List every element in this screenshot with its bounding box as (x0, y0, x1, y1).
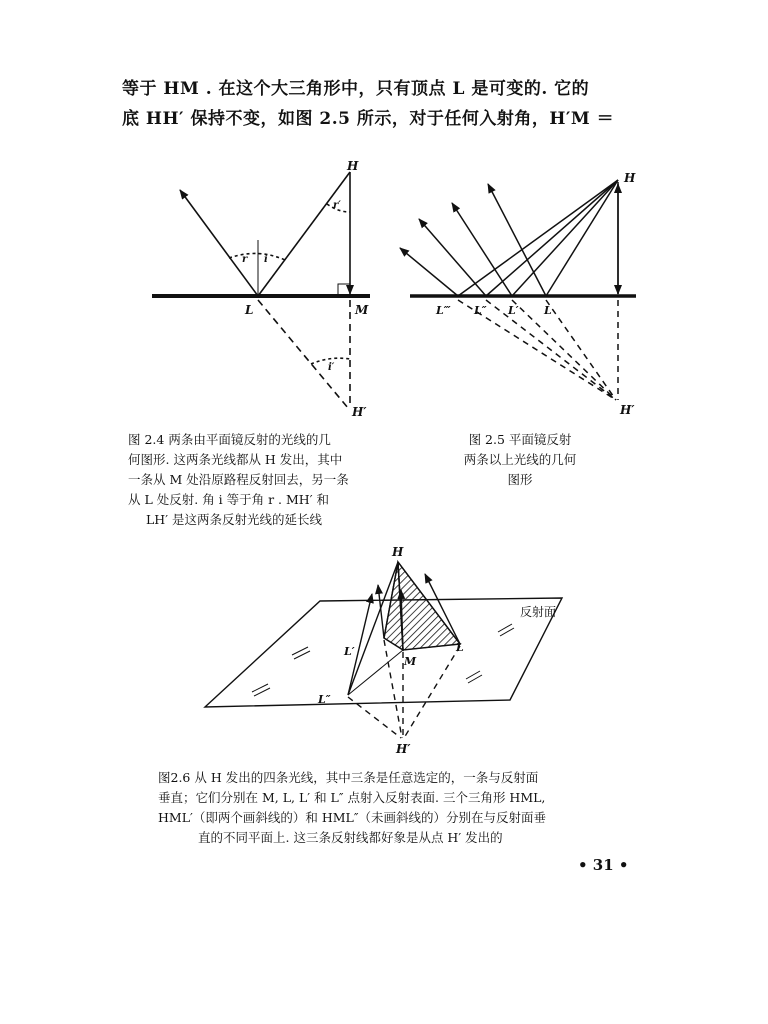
fig24-reflected-ray (180, 190, 258, 296)
fig24-label-i: i (264, 254, 268, 265)
fig25-incident-ray-L2 (486, 180, 618, 296)
fig26-label-M: M (404, 655, 417, 668)
fig24-arc-r-i (229, 253, 285, 260)
fig25-incident-ray-L3 (458, 180, 618, 296)
figure-2-5-caption (440, 430, 600, 490)
caption-line: 两条以上光线的几何 (463, 452, 577, 467)
caption-line: 一条从 M 处沿原路程反射回去，另一条 (128, 472, 349, 487)
body-text-line-1: 等于 HM . 在这个大三角形中，只有顶点 L 是可变的. 它的 (122, 79, 590, 99)
fig26-label-surface: 反射面 (520, 605, 557, 619)
fig25-label-L1: L′ (508, 304, 519, 317)
caption-line: 图 2.4 两条由平面镜反射的光线的几 (128, 432, 331, 447)
fig25-incident-ray-L (546, 180, 618, 296)
fig25-label-H-prime: H′ (620, 403, 635, 417)
fig24-label-M: M (355, 303, 369, 317)
caption-line: LH′ 是这两条反射光线的延长线 (146, 512, 323, 527)
fig26-label-L: L (456, 641, 464, 654)
fig24-label-H-prime: H′ (352, 405, 367, 419)
fig26-label-H-prime: H′ (396, 742, 411, 756)
fig25-label-L2: L″ (474, 304, 487, 317)
fig25-reflected-ray-L3 (400, 248, 458, 296)
fig26-label-H: H (392, 545, 404, 559)
fig25-extension-L1 (512, 300, 616, 400)
fig24-label-i-prime: i′ (328, 362, 335, 373)
fig24-incident-ray-HL (258, 172, 350, 296)
page-number: • 31 • (578, 856, 629, 874)
caption-line: HML′（即两个画斜线的）和 HML″（未画斜线的）分别在与反射面垂 (158, 810, 546, 825)
fig24-extension-LH (258, 300, 348, 408)
figure-2-6-diagram (205, 562, 562, 738)
caption-line: 何图形. 这两条光线都从 H 发出，其中 (128, 452, 343, 467)
fig24-label-r-prime: r′ (333, 200, 341, 211)
fig25-label-H: H (624, 171, 636, 185)
figure-2-6-caption (158, 768, 546, 848)
fig24-label-H: H (347, 159, 359, 173)
fig26-reflecting-plane (205, 598, 562, 707)
fig25-incident-ray-L1 (512, 180, 618, 296)
fig24-label-r: r (242, 254, 248, 265)
caption-line: 从 L 处反射. 角 i 等于角 r . MH′ 和 (128, 492, 330, 507)
fig25-label-L: L (544, 304, 552, 317)
fig25-label-L3: L‴ (436, 304, 451, 317)
caption-line: 垂直；它们分别在 M, L, L′ 和 L″ 点射入反射表面. 三个三角形 HML, (158, 790, 546, 805)
caption-line: 图2.6 从 H 发出的四条光线，其中三条是任意选定的，一条与反射面 (158, 770, 539, 785)
fig26-label-L1: L′ (344, 645, 355, 658)
fig26-extension-L1 (384, 640, 402, 738)
figure-2-4-caption (128, 430, 349, 530)
fig25-reflected-ray-L (488, 184, 546, 296)
caption-line: 直的不同平面上. 这三条反射线都好象是从点 H′ 发出的 (198, 830, 503, 845)
figure-2-5-diagram (400, 180, 636, 400)
fig25-reflected-ray-L1 (452, 203, 512, 296)
fig25-extension-L (546, 300, 616, 400)
fig25-reflected-ray-L2 (419, 219, 486, 296)
caption-line: 图形 (507, 472, 533, 487)
fig24-label-L: L (245, 303, 254, 317)
fig26-label-L2: L″ (318, 693, 331, 706)
body-text-line-2: 底 HH′ 保持不变，如图 2.5 所示，对于任何入射角，H′M ＝ (122, 109, 615, 129)
caption-line: 图 2.5 平面镜反射 (468, 432, 572, 447)
